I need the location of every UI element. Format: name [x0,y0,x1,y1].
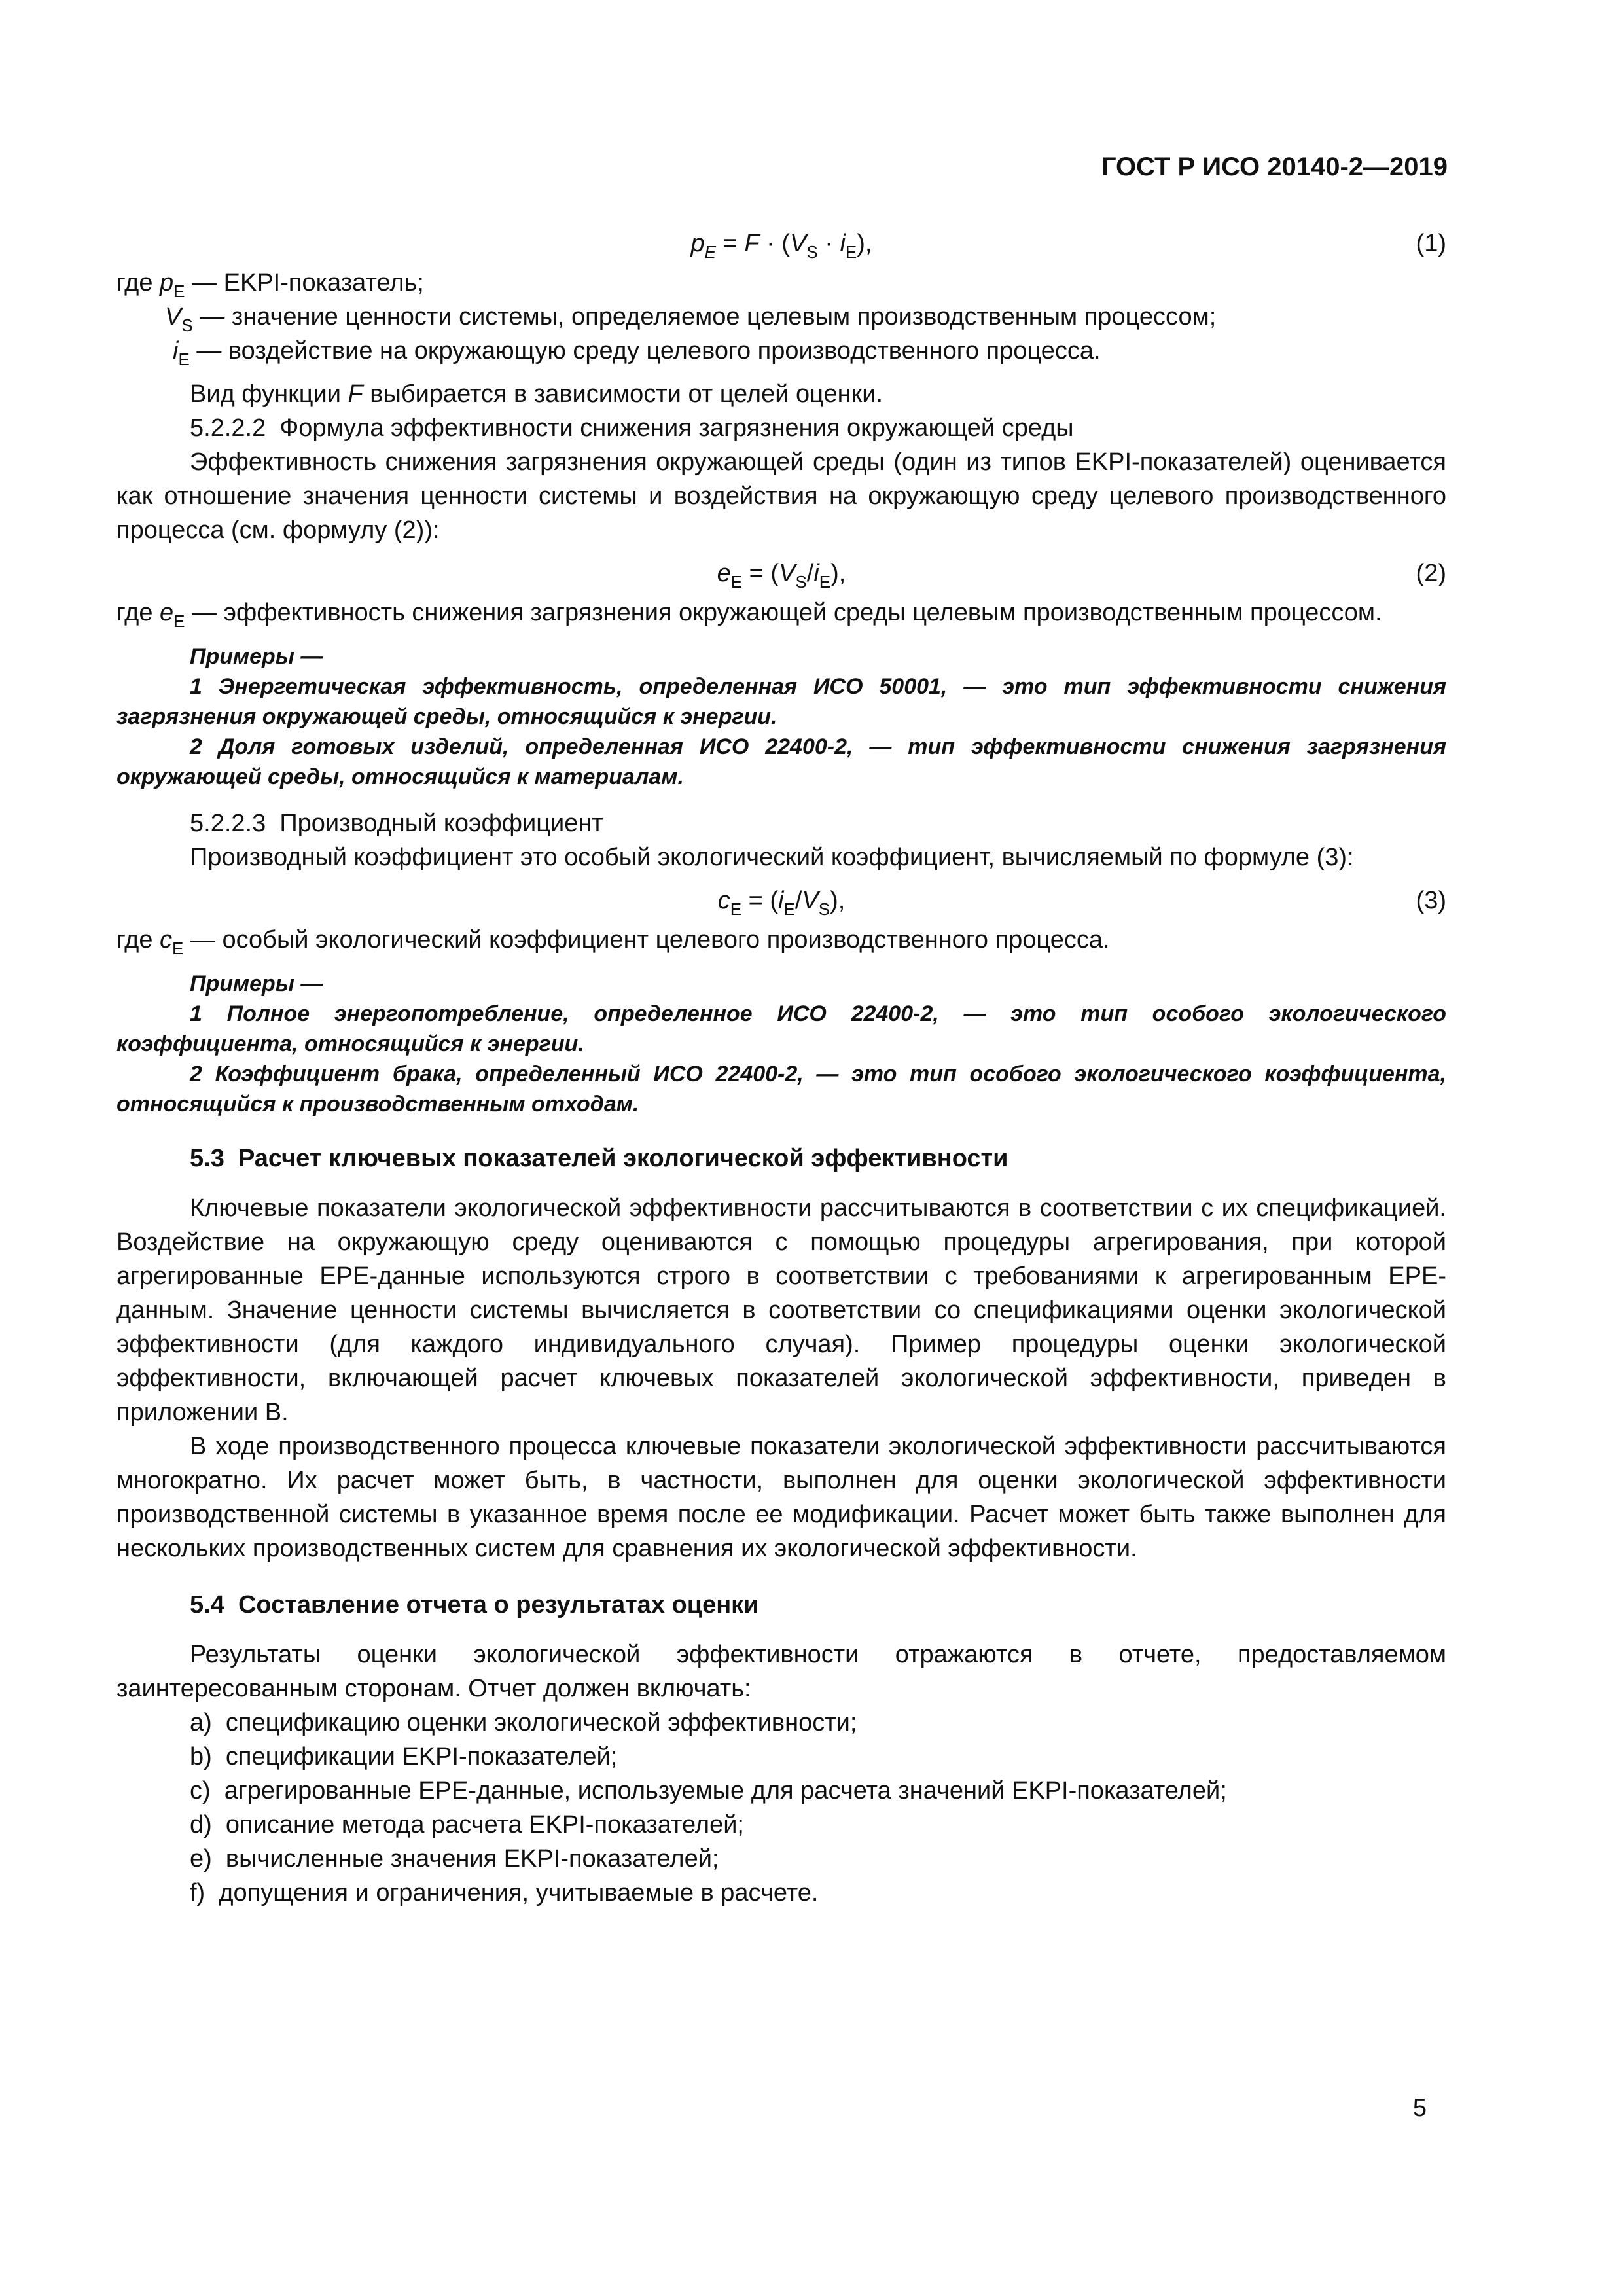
where-prefix: где [116,269,160,296]
formula-2-V: V [779,560,796,587]
formula-1-V: V [789,230,807,257]
formula-2-expression [717,556,846,590]
page-content [116,226,1446,1910]
section-5-4-title: 5.4 Составление отчета о результатах оценки [190,1591,759,1619]
where-1-line-1 [116,266,1446,300]
where-1-line-3 [116,334,1446,368]
examples-1-item-1: 1 Энергетическая эффективность, определенная ИСО 50001, — это тип эффективности снижения загрязнения окружающей среды, относящийся к энергии. [116,674,1446,729]
formula-3-V-sub: S [818,899,830,919]
formula-1-number: (1) [1416,230,1446,257]
formula-3-i-sub: E [783,899,795,919]
formula-3-V: V [802,887,819,914]
where-1-text-3: — воздействие на окружающую среду целевого производственного процесса. [189,337,1101,365]
examples-2-item-1: 1 Полное энергопотребление, определенное ИСО 22400-2, — это тип особого экологического коэффициента, относящийся к энергии. [116,1001,1446,1056]
formula-1-dot: · [817,230,840,257]
examples-2-item-2: 2 Коэффициент брака, определенный ИСО 22400-2, — это тип особого экологического коэффициента, относящийся к производственным отходам. [116,1062,1446,1117]
formula-2-i-sub: E [819,572,831,592]
formula-3-equals: = ( [741,887,779,914]
where-2-symbol-e-sub: E [173,611,185,631]
report-list-item-d: d) описание метода расчета EKPI-показателей; [190,1811,744,1839]
formula-1-i-sub: E [845,242,857,262]
formula-1-lhs: p [690,230,705,257]
examples-block-1 [116,641,1446,792]
formula-2-equals: = ( [742,560,779,587]
formula-2-lhs-sub: E [730,572,743,592]
where-1-text-1: — EKPI-показатель; [185,269,424,296]
formula-1-V-sub: S [806,242,818,262]
formula-2 [116,556,1446,590]
where-1-text-2: — значение ценности системы, определяемое целевым производственным процессом; [192,303,1217,331]
formula-2-slash: / [806,560,814,587]
function-note [116,377,1446,411]
heading-5-2-2-3: 5.2.2.3 Производный коэффициент [190,810,603,837]
where-1-symbol-i: i [173,337,179,365]
page-number: 5 [1412,2094,1427,2122]
where-2 [116,596,1446,630]
section-5-3-paragraph-2: В ходе производственного процесса ключевые показатели экологической эффективности рассчитываются многократно. Их расчет может быть, в частности, выполнен для оценки экологической эффективности производственной системы в указанное время после ее модификации. Расчет может быть также выполнен для нескольких производственных систем для сравнения их экологической эффективности. [116,1433,1446,1562]
where-1-line-2 [116,300,1446,334]
formula-2-i: i [813,560,819,587]
formula-1-open: · ( [759,230,790,257]
report-list-item-c: c) агрегированные EPE-данные, используемые для расчета значений EKPI-показателей; [190,1777,1227,1804]
where-1-symbol-V-sub: S [181,315,193,335]
where-prefix: где [116,926,160,954]
formula-3-expression [718,884,846,918]
examples-2-head: Примеры — [190,971,323,996]
formula-3-i: i [778,887,784,914]
formula-1-F: F [744,230,760,257]
formula-3-lhs-sub: E [730,899,742,919]
section-5-3-paragraph-1: Ключевые показатели экологической эффективности рассчитываются в соответствии с их спецификацией. Воздействие на окружающую среду оцениваются с помощью процедуры агрегирования, при которой агрегированные EPE-данные используются строго в соответствии с требованиями к агрегированным EPE-данным. Значение ценности системы вычисляется в соответствии со спецификациями оценки экологической эффективности (для каждого индивидуального случая). Пример процедуры оценки экологической эффективности, включающей расчет ключевых показателей экологической эффективности, приведен в приложении В. [116,1194,1446,1426]
paragraph-5-2-2-2: Эффективность снижения загрязнения окружающей среды (один из типов EKPI-показателей) оценивается как отношение значения ценности системы и воздействия на окружающую среду целевого производственного процесса (см. формулу (2)): [116,448,1446,544]
formula-3-slash: / [794,887,802,914]
where-1-symbol-i-sub: E [178,350,190,369]
section-5-3-title: 5.3 Расчет ключевых показателей экологической эффективности [190,1145,1008,1172]
formula-1-equals: = [716,230,745,257]
where-2-text: — эффективность снижения загрязнения окружающей среды целевым производственным процессом. [185,599,1382,626]
formula-3-close: ), [830,887,846,914]
where-3-text: — особый экологический коэффициент целевого производственного процесса. [183,926,1110,954]
examples-1-head: Примеры — [190,644,323,669]
where-prefix: где [116,599,160,626]
where-block-1 [116,266,1446,368]
formula-1-expression [691,226,872,260]
where-3-symbol-c: c [160,926,173,954]
formula-1 [116,226,1446,260]
formula-1-close: ), [857,230,872,257]
formula-3 [116,884,1446,918]
where-3-symbol-c-sub: E [172,939,184,958]
formula-2-number: (2) [1416,560,1446,587]
paragraph-5-2-2-3: Производный коэффициент это особый экологический коэффициент, вычисляемый по формуле (3): [190,844,1354,871]
formula-3-number: (3) [1416,887,1446,914]
report-list-item-f: f) допущения и ограничения, учитываемые в расчете. [190,1879,819,1907]
formula-1-lhs-sub: E [704,242,716,262]
where-3 [116,923,1446,957]
heading-5-2-2-2: 5.2.2.2 Формула эффективности снижения загрязнения окружающей среды [190,414,1074,442]
where-2-symbol-e: e [160,599,174,626]
report-list-item-b: b) спецификации EKPI-показателей; [190,1743,618,1770]
report-list-item-a: a) спецификацию оценки экологической эффективности; [190,1709,857,1736]
where-1-symbol-V: V [165,303,182,331]
report-list-item-e: e) вычисленные значения EKPI-показателей; [190,1845,719,1873]
standard-code-header: ГОСТ Р ИСО 20140-2—2019 [1101,152,1448,181]
function-note-a: Вид функции [190,380,348,408]
function-note-F: F [348,380,363,408]
formula-1-i: i [840,230,846,257]
examples-1-item-2: 2 Доля готовых изделий, определенная ИСО 22400-2, — тип эффективности снижения загрязнения окружающей среды, относящийся к материалам. [116,734,1446,789]
examples-block-2 [116,969,1446,1119]
where-1-symbol-p: p [160,269,174,296]
formula-2-V-sub: S [795,572,807,592]
formula-3-lhs: c [717,887,730,914]
section-5-4-intro: Результаты оценки экологической эффективности отражаются в отчете, предоставляемом заинтересованным сторонам. Отчет должен включать: [116,1641,1446,1702]
formula-2-close: ), [830,560,846,587]
formula-2-lhs: e [717,560,731,587]
function-note-b: выбирается в зависимости от целей оценки. [363,380,883,408]
where-1-symbol-p-sub: E [173,281,185,301]
